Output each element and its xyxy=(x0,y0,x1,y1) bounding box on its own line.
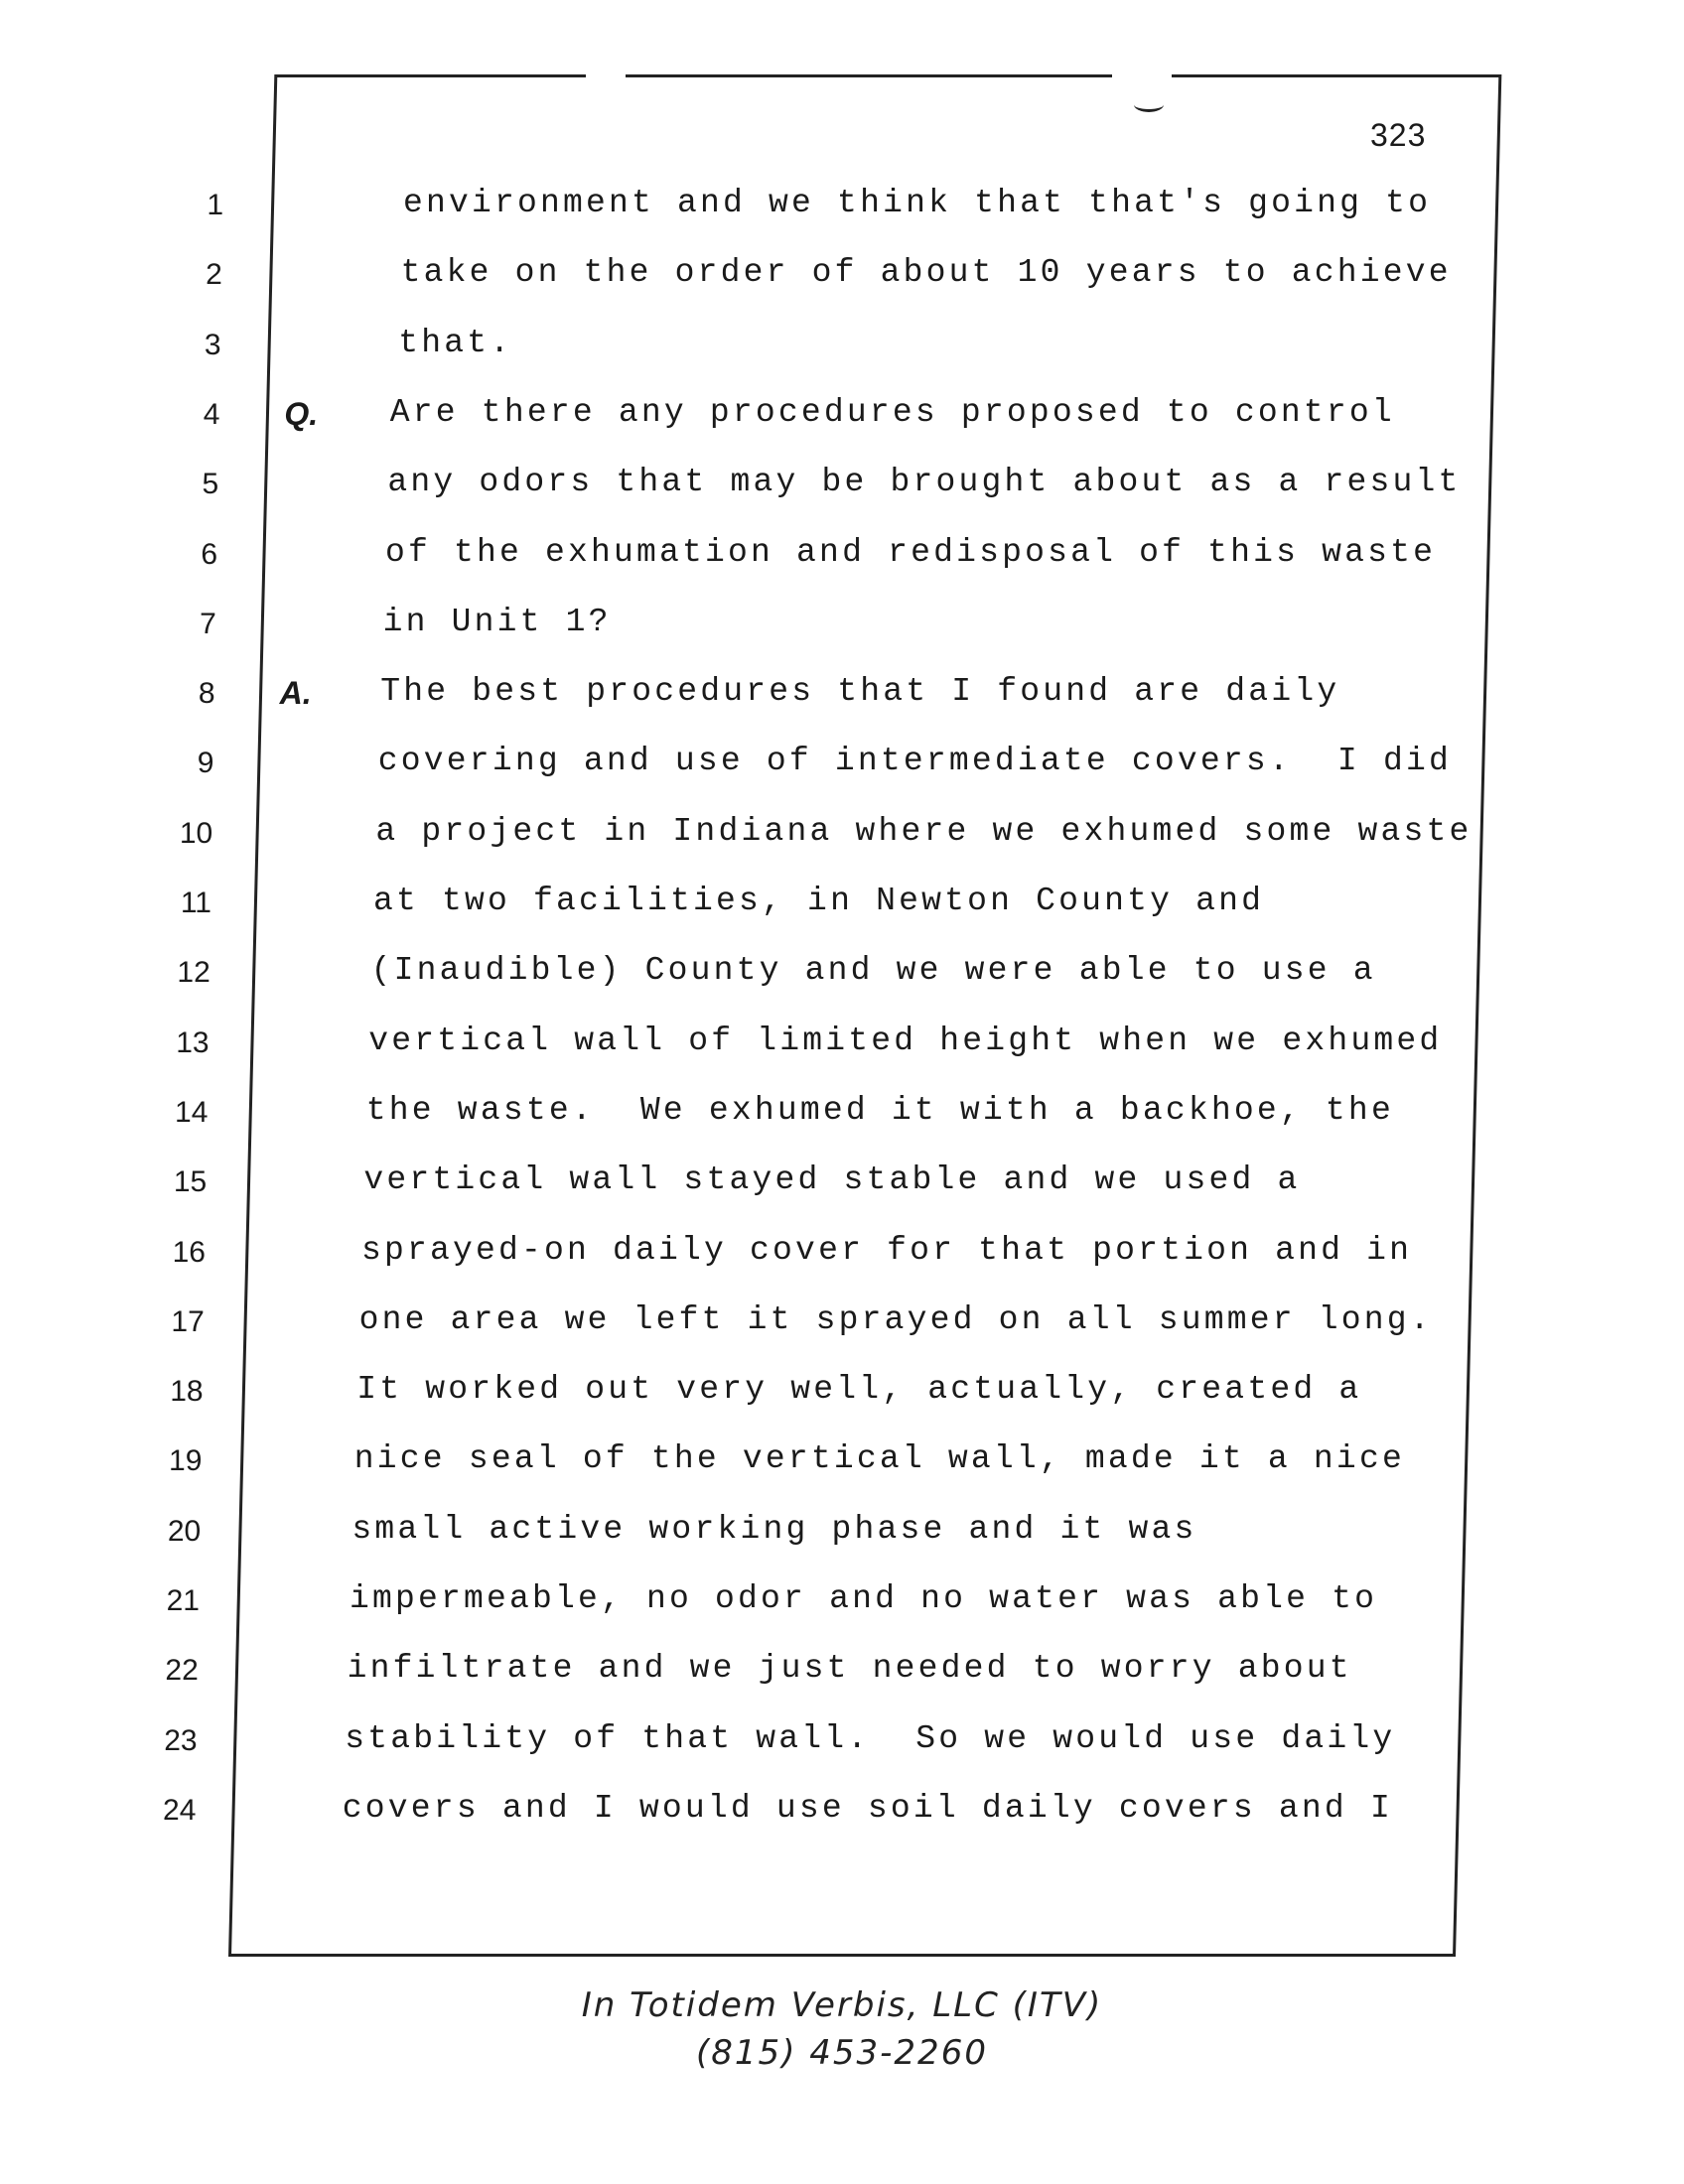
line-number: 10 xyxy=(179,816,213,850)
transcript-line-text: infiltrate and we just needed to worry about xyxy=(347,1650,1352,1688)
page-number: 323 xyxy=(1370,117,1427,153)
transcript-line-text: impermeable, no odor and no water was able to xyxy=(350,1580,1378,1617)
line-number: 2 xyxy=(206,258,222,292)
hole-punch-notch xyxy=(1134,97,1164,112)
transcript-line-text: sprayed-on daily cover for that portion and in xyxy=(361,1231,1413,1269)
line-number: 11 xyxy=(180,887,211,919)
transcript-line-text: Are there any procedures proposed to control xyxy=(389,393,1395,431)
transcript-line-text: The best procedures that I found are daily xyxy=(380,673,1340,711)
line-number: 17 xyxy=(171,1304,205,1338)
frame-gap-left xyxy=(586,69,626,79)
line-number: 18 xyxy=(170,1375,204,1409)
footer-company: In Totidem Verbis, LLC (ITV) xyxy=(581,1985,1103,2025)
transcript-line-text: It worked out very well, actually, created a xyxy=(356,1371,1362,1409)
line-number: 15 xyxy=(173,1165,208,1199)
transcript-line-text: at two facilities, in Newton County and xyxy=(373,883,1265,919)
transcript-line-text: small active working phase and it was xyxy=(351,1510,1197,1548)
transcript-line-text: any odors that may be brought about as a result xyxy=(387,464,1462,501)
transcript-line-text: in Unit 1? xyxy=(382,603,612,640)
line-number: 13 xyxy=(176,1025,210,1059)
transcript-line-text: the waste. We exhumed it with a backhoe, the xyxy=(365,1091,1394,1129)
transcript-line-text: vertical wall of limited height when we exhumed xyxy=(368,1022,1443,1059)
transcript-line-text: that. xyxy=(398,324,513,361)
transcript-line-text: covering and use of intermediate covers. I did xyxy=(377,743,1452,780)
answer-marker: A. xyxy=(279,675,312,712)
transcript-line-text: a project in Indiana where we exhumed some waste xyxy=(375,812,1473,850)
line-number: 16 xyxy=(172,1235,206,1269)
transcript-line-text: take on the order of about 10 years to achieve xyxy=(400,254,1452,292)
line-number: 1 xyxy=(207,189,223,221)
transcript-line-text: one area we left it sprayed on all summer long. xyxy=(358,1300,1433,1338)
transcript-line-text: of the exhumation and redisposal of this waste xyxy=(385,533,1437,571)
transcript-line-text: covers and I would use soil daily covers and I xyxy=(342,1789,1393,1827)
line-number: 22 xyxy=(165,1654,199,1688)
line-number: 24 xyxy=(163,1793,197,1827)
transcript-line-text: stability of that wall. So we would use daily xyxy=(345,1719,1396,1757)
line-number: 21 xyxy=(166,1584,200,1617)
line-number: 12 xyxy=(177,956,210,990)
line-number: 9 xyxy=(197,747,214,780)
line-number: 19 xyxy=(169,1444,203,1478)
line-number: 4 xyxy=(203,397,220,431)
transcript-line-text: nice seal of the vertical wall, made it a nice xyxy=(353,1440,1405,1478)
line-number: 5 xyxy=(202,468,219,501)
line-number: 6 xyxy=(201,537,217,571)
transcript-line-text: environment and we think that that's going to xyxy=(403,185,1432,221)
line-number: 7 xyxy=(200,607,216,640)
line-number: 20 xyxy=(167,1514,202,1548)
transcript-line-text: vertical wall stayed stable and we used a xyxy=(363,1161,1301,1199)
line-number: 23 xyxy=(164,1723,198,1757)
frame-gap-right xyxy=(1112,69,1172,79)
question-marker: Q. xyxy=(284,395,319,432)
line-number: 14 xyxy=(175,1095,209,1129)
line-number: 3 xyxy=(204,328,221,361)
line-number: 8 xyxy=(198,677,215,711)
transcript-line-text: (Inaudible) County and we were able to use a xyxy=(370,952,1376,990)
footer-phone: (815) 453-2260 xyxy=(696,2033,988,2073)
